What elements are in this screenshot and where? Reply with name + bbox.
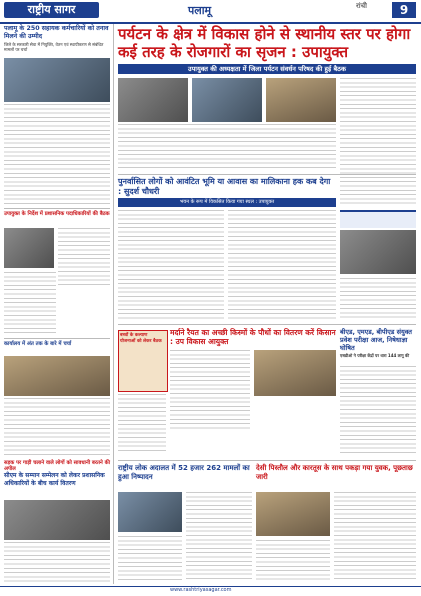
article-body bbox=[334, 492, 416, 582]
column-divider bbox=[113, 24, 114, 584]
photo-plants bbox=[254, 350, 336, 396]
footer-text: www.rashtriyasagar.com bbox=[170, 587, 232, 593]
article-body bbox=[340, 366, 416, 456]
section-title: पलामू bbox=[188, 4, 212, 17]
article-body bbox=[118, 394, 166, 454]
photo-lok-adalat bbox=[118, 492, 182, 532]
page-number: 9 bbox=[392, 2, 416, 18]
article-body bbox=[186, 492, 252, 582]
article-body bbox=[4, 542, 110, 582]
middle-headline-4: सीएम के सम्मान सम्मेलन को लेकर प्रशासनिक अधिकारियों के बीच कार्य वितरण bbox=[4, 472, 105, 487]
article-body bbox=[118, 210, 224, 320]
article-body bbox=[340, 78, 416, 206]
left-subhead-1: जिले के सरकारी सेवा में नियुक्ति, वेतन एवं स्थायीकरण से संबंधित मामलों पर चर्चा bbox=[4, 42, 104, 52]
lead-subhead: उपायुक्त की अध्यक्षता में जिला पर्यटन संवर्धन परिषद की हुई बैठक bbox=[118, 64, 416, 74]
article-body bbox=[256, 540, 330, 582]
box-kids-title: बच्चों के कल्याण योजनाओं को लेकर बैठक bbox=[120, 333, 162, 344]
middle-headline-2: मर्दाने रैयत का अच्छी किस्मों के पौधों का वितरण करें किसान : उप विकास आयुक्त bbox=[170, 328, 336, 346]
right-headline-2: देसी पिस्तौल और कारतूस के साथ पकड़ा गया युवक, पूछताछ जारी bbox=[256, 464, 413, 481]
right-news-box bbox=[340, 210, 416, 228]
article-body bbox=[118, 536, 182, 582]
photo-tourism-meeting bbox=[118, 78, 188, 122]
article-body bbox=[340, 278, 416, 320]
photo-tourism-council bbox=[192, 78, 262, 122]
photo-arrest bbox=[256, 492, 330, 536]
lead-headline: पर्यटन के क्षेत्र में विकास होने से स्थानीय स्तर पर होगा कई तरह के रोजगारों का सृजन : उपायुक्त bbox=[118, 25, 411, 61]
photo-tourism-site bbox=[266, 78, 336, 122]
city-label: रांची bbox=[356, 2, 367, 10]
article-body bbox=[170, 350, 250, 430]
left-headline-3: कार्यालय में अंत तक के बारे में चर्चा bbox=[4, 341, 72, 347]
article-body bbox=[58, 228, 110, 288]
divider bbox=[118, 174, 416, 175]
left-headline-1: पलामू के 250 सहायक कर्मचारियों को तनाव मिलने की उम्मीद bbox=[4, 25, 109, 40]
article-body bbox=[4, 272, 56, 334]
article-body bbox=[4, 104, 110, 204]
article-body bbox=[118, 124, 336, 170]
middle-subhead-1: भवन के रूप में विकसित किया गया स्थल : उपायुक्त bbox=[118, 198, 336, 207]
left-headline-4: सड़क पर गाड़ी चलाने वाले लोगों को सावधानी बरतने की अपील bbox=[4, 460, 110, 473]
article-body bbox=[228, 210, 336, 320]
left-headline-2: उपायुक्त के निर्देश में प्रशासनिक पदाधिकारियों की बैठक bbox=[4, 211, 110, 217]
right-subhead-1: एसडीओ ने परीक्षा केंद्रों पर धारा 144 लागू की bbox=[340, 353, 410, 358]
photo-meeting bbox=[4, 228, 54, 268]
photo-cm-event bbox=[4, 500, 110, 540]
right-headline-1: बीएड, एमएड, बीपीएड संयुक्त प्रवेश परीक्षा आज, निषेधाज्ञा घोषित bbox=[340, 328, 412, 352]
divider bbox=[4, 338, 110, 339]
photo-event bbox=[4, 356, 110, 396]
photo-displaced-meeting bbox=[340, 230, 416, 274]
masthead: राष्ट्रीय सागर bbox=[4, 2, 99, 18]
middle-headline-1: पुनर्वासित लोगों को आवंटित भूमि या आवास का मालिकाना हक कब देगा : सुदर्श चौधरी bbox=[118, 177, 331, 196]
photo-officials bbox=[4, 58, 110, 102]
article-body bbox=[4, 398, 110, 456]
divider bbox=[118, 324, 416, 325]
divider bbox=[118, 460, 416, 461]
middle-headline-3: राष्ट्रीय लोक अदालत में 52 हजार 262 मामलों का हुआ निष्पादन bbox=[118, 464, 250, 481]
divider bbox=[4, 208, 110, 209]
